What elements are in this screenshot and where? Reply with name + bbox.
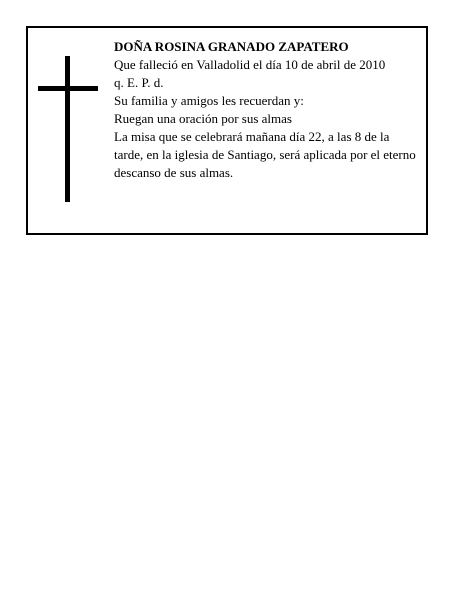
latin-cross-icon bbox=[38, 56, 98, 202]
mass-announcement: La misa que se celebrará mañana día 22, a las 8 de la tarde, en la iglesia de Santiago, será aplicada por el eterno descanso de sus almas. bbox=[114, 129, 416, 180]
cross-vertical-bar bbox=[65, 56, 70, 202]
prayer-request: Ruegan una oración por sus almas bbox=[114, 111, 292, 126]
obituary-notice-frame bbox=[26, 26, 428, 235]
death-statement: Que falleció en Valladolid el día 10 de abril de 2010 bbox=[114, 57, 386, 72]
obituary-text bbox=[114, 38, 418, 182]
family-remembrance: Su familia y amigos les recuerdan y: bbox=[114, 93, 304, 108]
deceased-name: DOÑA ROSINA GRANADO ZAPATERO bbox=[114, 39, 349, 54]
rest-in-peace: q. E. P. d. bbox=[114, 75, 164, 90]
cross-horizontal-bar bbox=[38, 86, 98, 91]
